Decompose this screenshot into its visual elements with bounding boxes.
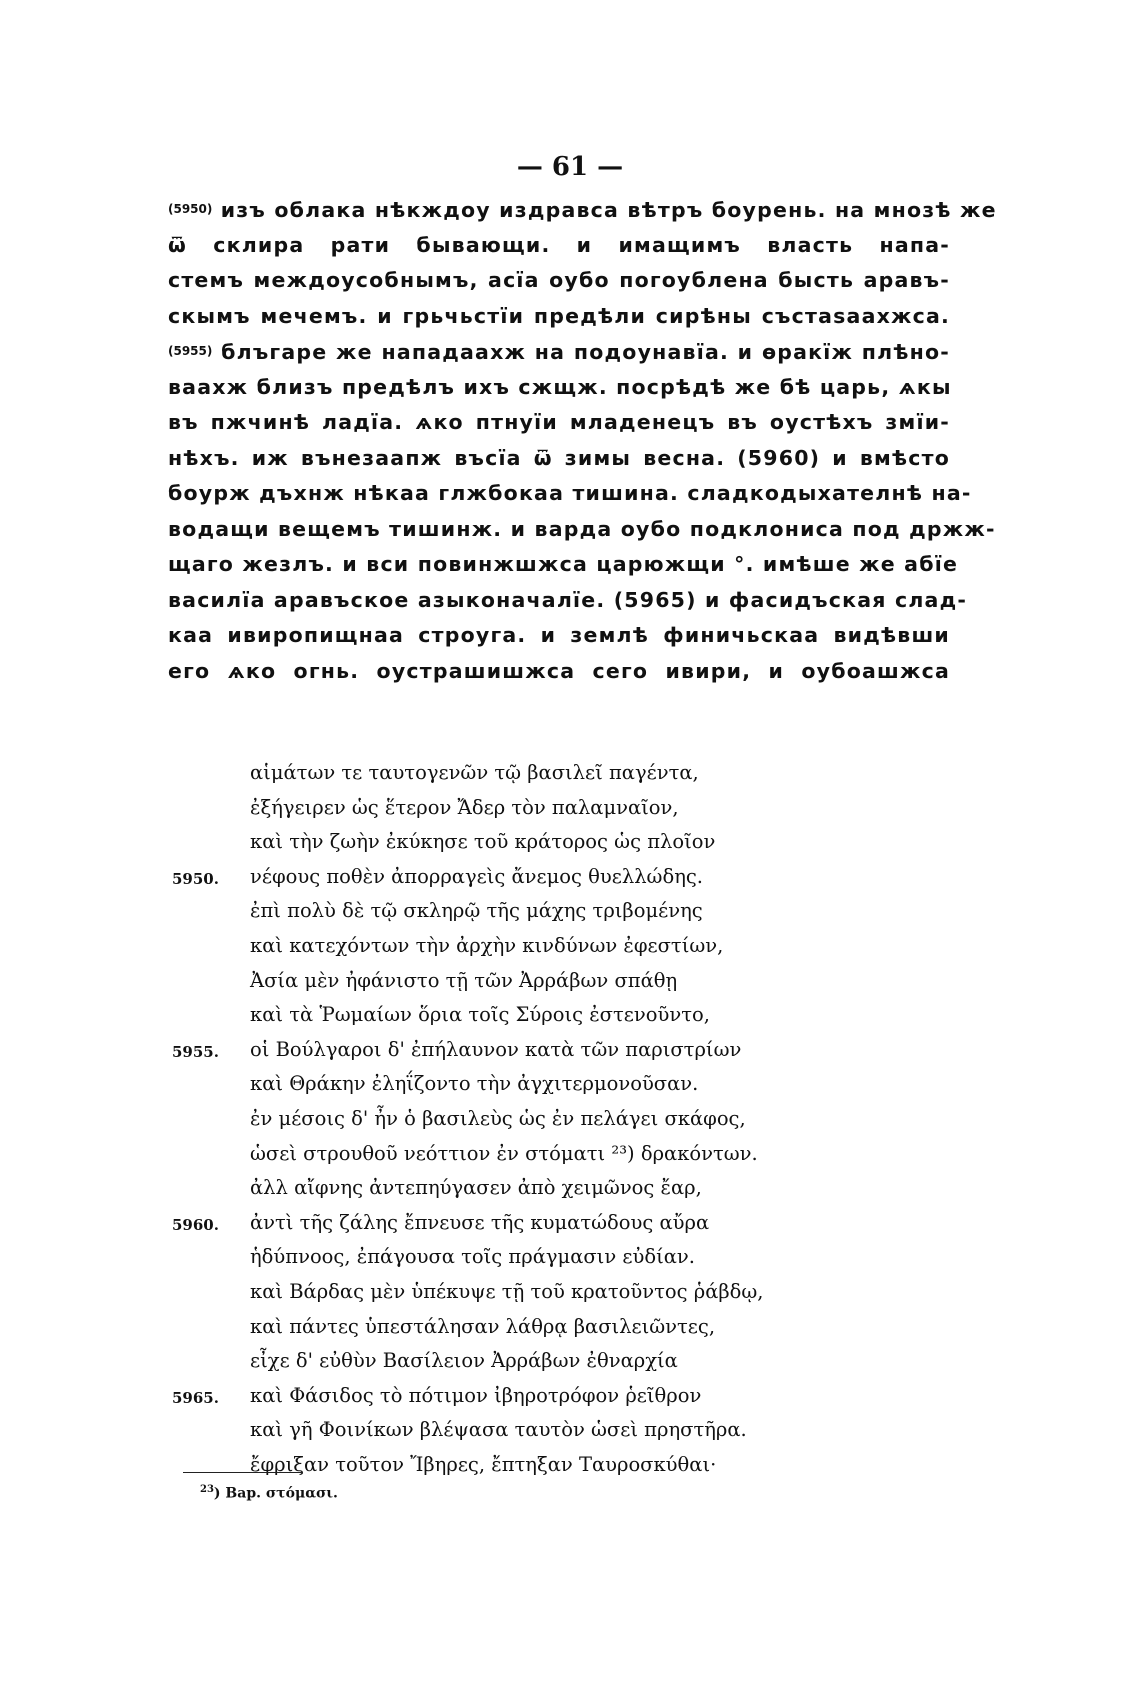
slavonic-line-text: нѣхъ. иж вънезаапж въсїа ѿ зимы весна. (5960) и вмѣсто xyxy=(168,445,950,470)
slavonic-line xyxy=(168,441,950,477)
slavonic-line xyxy=(168,547,959,583)
verse-line xyxy=(168,929,968,964)
verse-line xyxy=(168,1137,968,1172)
slavonic-line-text: каа ивиропищнаа строуга. и землѣ финичьскаа видѣвши xyxy=(168,623,950,647)
verse-line xyxy=(168,1344,968,1379)
slavonic-line xyxy=(168,476,972,512)
verse-text: καὶ πάντες ὑπεστάλησαν λάθρᾳ βασιλειῶντες, xyxy=(250,1314,716,1338)
verse-text: ἀλλ αἴφνης ἀντεπηύγασεν ἀπὸ χειμῶνος ἔαρ, xyxy=(250,1176,702,1200)
verse-text: αἱμάτων τε ταυτογενῶν τῷ βασιλεῖ παγέντα, xyxy=(250,761,699,784)
greek-verse-block xyxy=(168,756,968,1482)
verse-line xyxy=(168,964,968,999)
slavonic-line-text: изъ облака нѣкждоу издравса вѣтръ боурень. на мнозѣ же xyxy=(220,198,997,222)
verse-text: ἐπὶ πολὺ δὲ τῷ σκληρῷ τῆς μάχης τριβομένης xyxy=(250,899,703,923)
footnote-marker: 23 xyxy=(200,1484,214,1495)
slavonic-line xyxy=(168,370,950,406)
verse-line xyxy=(168,791,968,826)
slavonic-line-text: водащи вещемъ тишинж. и варда оубо подклониса под држж- xyxy=(168,516,996,541)
verse-text: καὶ γῆ Φοινίκων βλέψασα ταυτὸν ὡσεὶ πρηστῆρα. xyxy=(250,1418,747,1442)
slavonic-line xyxy=(168,263,950,299)
page-number: — 61 — xyxy=(516,152,624,182)
verse-line xyxy=(168,1275,968,1310)
verse-line xyxy=(168,1448,968,1483)
verse-text: ἡδύπνοος, ἐπάγουσα τοῖς πράγμασιν εὐδίαν. xyxy=(250,1245,695,1269)
slavonic-line xyxy=(168,192,997,228)
verse-number: 5950. xyxy=(172,869,219,888)
verse-text: καὶ Φάσιδος τὸ πότιμον ἰβηροτρόφον ῥεῖθρον xyxy=(250,1383,702,1407)
verse-text: καὶ Βάρδας μὲν ὑπέκυψε τῇ τοῦ κρατοῦντος ῥάβδῳ, xyxy=(250,1279,764,1303)
verse-text: καὶ Θράκην ἐληΐζοντο τὴν ἀγχιτερμονοῦσαν. xyxy=(250,1072,699,1096)
footnote-rule xyxy=(183,1472,303,1473)
verse-line xyxy=(168,1102,968,1137)
verse-number: 5960. xyxy=(172,1215,219,1234)
slavonic-line-text: щаго жезлъ. и вси повинжшжса царюжщи °. имѣше же абїе xyxy=(168,552,959,576)
verse-text: καὶ τὰ Ῥωμαίων ὅρια τοῖς Σύροις ἐστενοῦντο, xyxy=(250,1003,710,1027)
verse-line xyxy=(168,1067,968,1102)
slavonic-line-text: стемъ междоусобнымъ, асїа оубо погоублена бысть аравъ- xyxy=(168,268,950,292)
verse-line xyxy=(168,1171,968,1206)
verse-text: ἔφριξαν τοῦτον Ἴβηρες, ἔπτηξαν Ταυροσκύθαι· xyxy=(250,1452,717,1476)
slavonic-line-text: его ѧко огнь. оустрашишжса сего ивири, и оубоашжса xyxy=(168,658,950,683)
verse-line xyxy=(168,1310,968,1345)
slavonic-line xyxy=(168,299,950,335)
verse-line xyxy=(168,1413,968,1448)
slavonic-line xyxy=(168,512,996,548)
footnote-text: ) Вар. στόμασι. xyxy=(213,1485,338,1502)
verse-text: νέφους ποθὲν ἀπορραγεὶς ἄνεμος θυελλώδης. xyxy=(250,864,703,888)
slavonic-line xyxy=(168,228,950,264)
slavonic-line-text: боурж дъхнж нѣкаа глжбокаа тишина. сладкодыхателнѣ на- xyxy=(168,481,972,505)
verse-line xyxy=(168,1206,968,1241)
slavonic-line-text: ѿ склира рати бывающи. и имащимъ власть напа- xyxy=(168,232,950,257)
verse-line xyxy=(168,1379,968,1414)
verse-line xyxy=(168,894,968,929)
slavonic-line xyxy=(168,405,950,441)
verse-line xyxy=(168,998,968,1033)
verse-text: ἐξήγειρεν ὡς ἕτερον Ἄδερ τὸν παλαμναῖον, xyxy=(250,795,679,819)
verse-text: ἀντὶ τῆς ζάλης ἔπνευσε τῆς κυματώδους αὔρα xyxy=(250,1210,710,1234)
slavonic-line xyxy=(168,334,950,370)
verse-text: οἱ Βούλγαροι δ' ἐπήλαυνον κατὰ τῶν παριστρίων xyxy=(250,1037,742,1061)
verse-text: Ἀσία μὲν ἠφάνιστο τῇ τῶν Ἀρράβων σπάθῃ xyxy=(250,968,678,992)
slavonic-line xyxy=(168,618,950,654)
verse-line xyxy=(168,860,968,895)
verse-line xyxy=(168,1240,968,1275)
slavonic-text-block xyxy=(168,192,997,689)
slavonic-line-number: (5950) xyxy=(168,202,213,216)
slavonic-line-text: василїа аравъское азыконачалїе. (5965) и фасидъская слад- xyxy=(168,587,968,612)
slavonic-line-text: въ пжчинѣ ладїа. ѧко птнуїи младенецъ въ оустѣхъ змїи- xyxy=(168,410,950,434)
verse-text: καὶ τὴν ζωὴν ἐκύκησε τοῦ κράτορος ὡς πλοῖον xyxy=(250,830,716,854)
slavonic-line-number: (5955) xyxy=(168,344,213,358)
slavonic-line-text: блъгаре же нападаахж на подоунавїа. и ѳракїж плѣно- xyxy=(221,340,951,364)
verse-text: εἶχε δ' εὐθὺν Βασίλειον Ἀρράβων ἐθναρχία xyxy=(250,1349,678,1373)
verse-line xyxy=(168,825,968,860)
slavonic-line-text: ваахж близъ предѣлъ ихъ сжщж. посрѣдѣ же бѣ царь, ѧкы xyxy=(168,374,952,399)
slavonic-line xyxy=(168,654,950,690)
slavonic-line-text: скымъ мечемъ. и грьчьстїи предѣли сирѣны състаsаахжса. xyxy=(168,303,950,328)
verse-text: ὡσεὶ στρουθοῦ νεόττιον ἐν στόματι ²³) δρακόντων. xyxy=(250,1141,758,1165)
verse-line xyxy=(168,756,968,791)
slavonic-line xyxy=(168,583,968,619)
verse-number: 5955. xyxy=(172,1042,219,1061)
verse-text: ἐν μέσοις δ' ἦν ὁ βασιλεὺς ὡς ἐν πελάγει σκάφος, xyxy=(250,1106,746,1130)
verse-line xyxy=(168,1033,968,1068)
verse-number: 5965. xyxy=(172,1388,219,1407)
footnote xyxy=(200,1484,338,1502)
verse-text: καὶ κατεχόντων τὴν ἀρχὴν κινδύνων ἐφεστίων, xyxy=(250,933,724,957)
